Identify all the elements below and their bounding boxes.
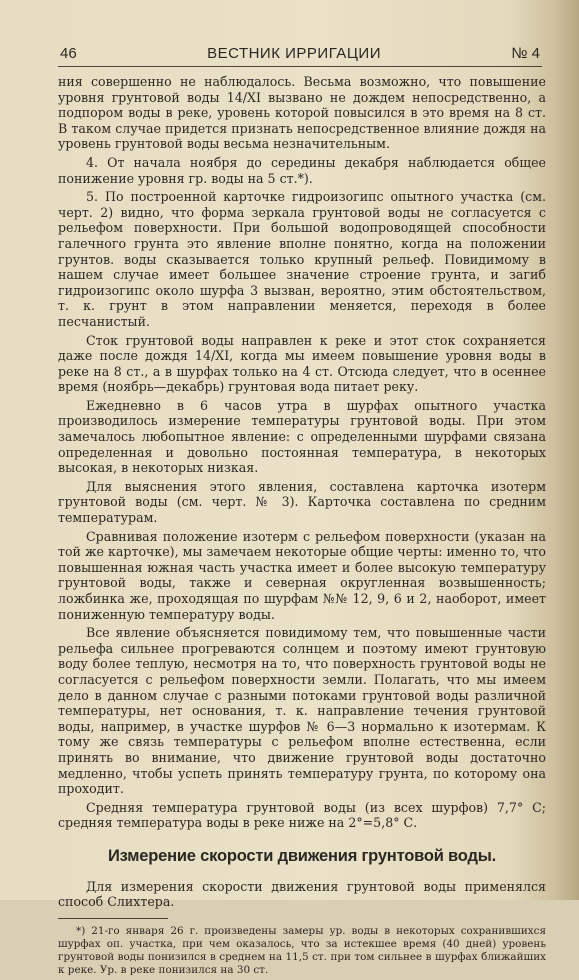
paragraph-5: Ежедневно в 6 часов утра в шурфах опытного участка производилось измерение температуры грунтовой воды. При этом замечалось любопытное явление: с определенными шурфами связана определенная и довольно постоянная температура, в некоторых высокая, в некоторых низкая. xyxy=(58,397,546,476)
paragraph-1: ния совершенно не наблюдалось. Весьма возможно, что повышение уровня грунтовой воды 14/XI вызвано не дождем непосредственно, а подпором воды в реке, уровень которой повысился в это время на 8 ст. В таком случае придется признать непосредственное влияние дождя на уровень грунтовой воды весьма незначительным. xyxy=(58,74,546,152)
paragraph-9: Средняя температура грунтовой воды (из всех шурфов) 7,7° С; средняя температура воды в реке ниже на 2°=5,8° С. xyxy=(58,799,546,831)
paragraph-8: Все явление объясняется повидимому тем, что повышенные части рельефа сильнее прогреваются солнцем и поэтому имеют грунтовую воду более теплую, несмотря на то, что поверхность грунтовой воды не согласуется с рельефом поверхности земли. Полагать, что мы имеем дело в данном случае с разными потоками грунтовой воды различной температуры, нет основания, т. к. направление течения грунтовой воды, например, в участке шурфов № 6—3 нормально к изотермам. К тому же связь температуры с рельефом вполне естественна, если принять во внимание, что движение грунтовой воды достаточно медленно, чтобы успеть принять температуру грунта, по которому она проходит. xyxy=(58,625,546,797)
article-body xyxy=(58,74,546,980)
header-divider xyxy=(58,66,542,67)
footnote-divider xyxy=(58,918,168,919)
paragraph-3: 5. По построенной карточке гидроизогипс опытного участка (см. черт. 2) видно, что форма зеркала грунтовой воды не согласуется с рельефом поверхности. При большой водопроводящей способности галечного грунта это явление вполне понятно, когда на положении грунтов. воды сказывается только крупный рельеф. Повидимому в нашем случае имеет большее значение строение грунта, и загиб гидроизогипс около шурфа 3 вызван, вероятно, этим обстоятельством, т. к. грунт в этом направлении меняется, переходя в более песчанистый. xyxy=(58,189,546,329)
section-heading: Измерение скорости движения грунтовой воды. xyxy=(107,846,496,865)
paragraph-7: Сравнивая положение изотерм с рельефом поверхности (указан на той же карточке), мы замечаем некоторые общие черты: именно то, что повышенная южная часть участка имеет и более высокую температуру грунтовой воды, также и северная округленная возвышенность; ложбинка же, проходящая по шурфам №№ 12, 9, 6 и 2, наоборот, имеет пониженную температуру воды. xyxy=(58,528,546,622)
paragraph-4: Сток грунтовой воды направлен к реке и этот сток сохраняется даже после дождя 14/XI, когда мы имеем повышение уровня воды в реке на 8 ст., а в шурфах только на 4 ст. Отсюда следует, что в осеннее время (ноябрь—декабрь) грунтовая вода питает реку. xyxy=(58,332,546,395)
section-paragraph: Для измерения скорости движения грунтовой воды применялся способ Слихтера. xyxy=(58,878,546,910)
page-number: 46 xyxy=(60,45,77,62)
page-header xyxy=(60,38,540,62)
journal-title: ВЕСТНИК ИРРИГАЦИИ xyxy=(207,45,381,62)
paragraph-2: 4. От начала ноября до середины декабря наблюдается общее понижение уровня гр. воды на 5 ст.*). xyxy=(58,154,546,186)
paragraph-6: Для выяснения этого явления, составлена карточка изотерм грунтовой воды (см. черт. № 3). Карточка составлена по средним температурам. xyxy=(58,478,546,526)
issue-number: № 4 xyxy=(511,45,540,62)
footnote: *) 21-го января 26 г. произведены замеры ур. воды в некоторых сохранившихся шурфах оп. участка, при чем оказалось, что за истекшее время (40 дней) уровень грунтовой воды понизился в среднем на 11,5 ст. при том сильнее в шурфах ближайших к реке. Ур. в реке понизился на 30 ст. xyxy=(58,924,546,976)
